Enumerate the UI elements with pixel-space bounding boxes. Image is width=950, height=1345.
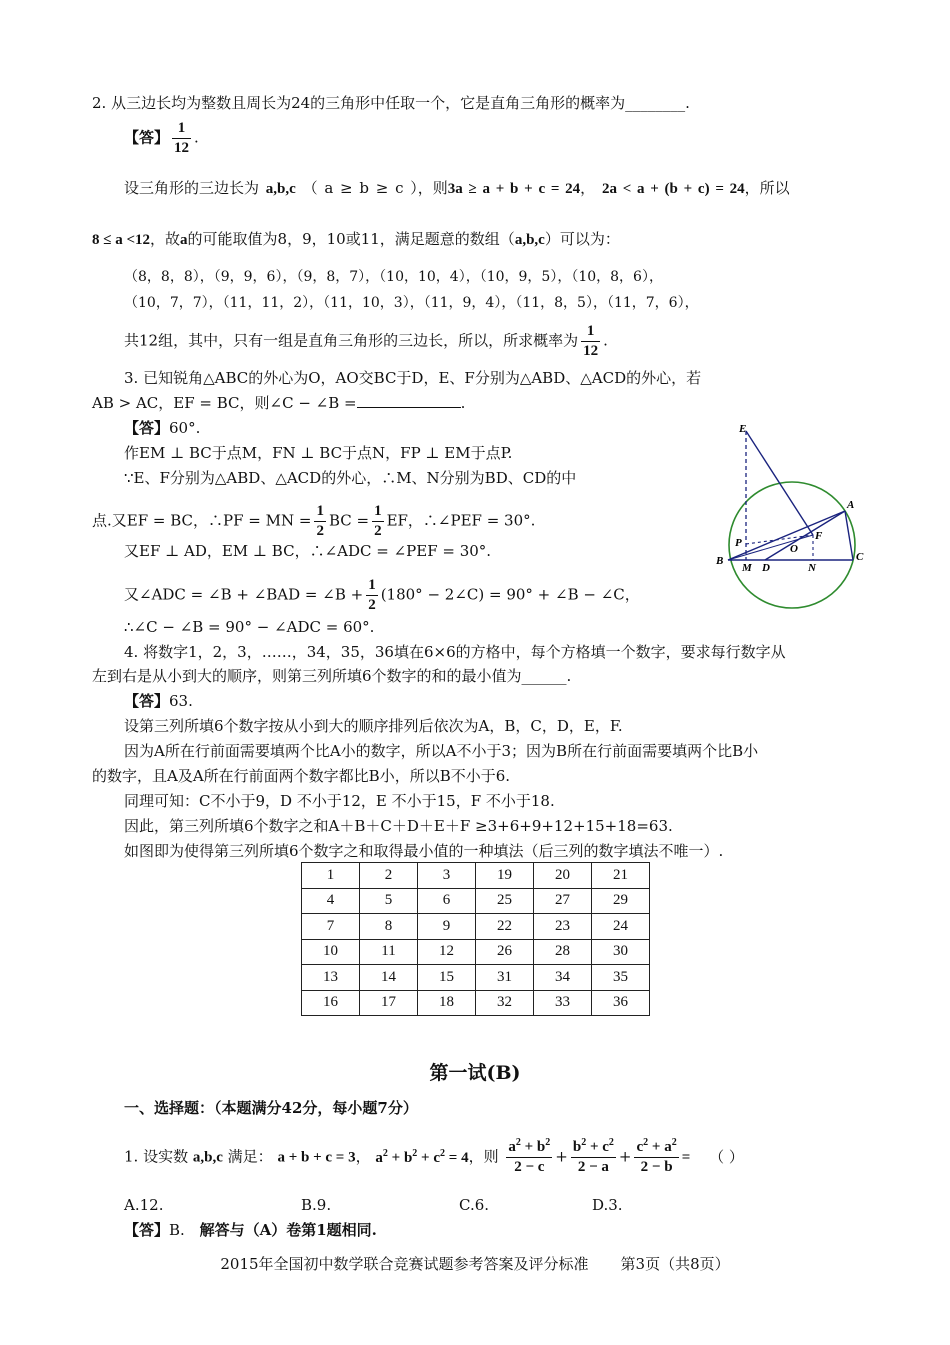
partb-answer: 【答】B. 解答与（A）卷第1题相同. — [124, 1221, 377, 1239]
number-grid — [301, 862, 650, 1016]
table-cell: 6 — [418, 888, 476, 914]
label-n: N — [808, 562, 816, 574]
table-cell: 11 — [360, 939, 418, 965]
problem-3-question-line-2: AB > AC，EF = BC，则∠C − ∠B = . — [92, 394, 466, 412]
table-cell: 17 — [360, 990, 418, 1016]
table-cell: 30 — [592, 939, 650, 965]
table-cell: 5 — [360, 888, 418, 914]
table-cell: 9 — [418, 914, 476, 940]
table-cell: 35 — [592, 965, 650, 991]
label-c: C — [856, 551, 864, 563]
table-cell: 31 — [476, 965, 534, 991]
table-cell: 36 — [592, 990, 650, 1016]
problem-2-solution-line-2: 8 ≤ a <12，故a的可能取值为8，9，10或11，满足题意的数组（a,b,c）可以为： — [92, 230, 620, 248]
table-row — [302, 863, 650, 889]
tuples-line-2: （10，7，7），（11，11，2），（11，10，3），（11，9，4），（11，8，5），（11，7，6）， — [124, 295, 699, 311]
table-cell: 14 — [360, 965, 418, 991]
answer-blank — [357, 407, 461, 408]
problem-4-question-line-1: 4. 将数字1，2，3，……，34，35，36填在6×6的方格中，每个方格填一个数字，要求每行数字从 — [124, 643, 786, 661]
problem-4-step-3: 的数字，且A及A所在行前面两个数字都比B小，所以B不小于6. — [92, 767, 511, 785]
label-o: O — [790, 543, 798, 555]
section-title: 第一试(B) — [429, 1062, 521, 1084]
table-row — [302, 965, 650, 991]
table-row — [302, 990, 650, 1016]
table-cell: 12 — [418, 939, 476, 965]
label-d: D — [762, 562, 770, 574]
label-f: F — [815, 530, 823, 542]
tuples-line-1: （8，8，8），（9，9，6），（9，8，7），（10，10，4），（10，9，5），（10，8，6）， — [124, 269, 663, 285]
label-e: E — [739, 423, 747, 435]
table-row — [302, 939, 650, 965]
page-footer — [0, 1253, 950, 1274]
table-cell: 33 — [534, 990, 592, 1016]
option-a: A.12. — [124, 1196, 164, 1214]
table-row — [302, 914, 650, 940]
table-cell: 15 — [418, 965, 476, 991]
label-m: M — [742, 562, 752, 574]
problem-3-step-4: 又EF ⊥ AD，EM ⊥ BC，∴∠ADC = ∠PEF = 30°. — [124, 542, 492, 560]
table-cell: 29 — [592, 888, 650, 914]
table-cell: 3 — [418, 863, 476, 889]
label-a: A — [847, 499, 855, 511]
table-cell: 23 — [534, 914, 592, 940]
table-row — [302, 888, 650, 914]
problem-2-conclusion: 共12组，其中，只有一组是直角三角形的三边长，所以，所求概率为 $\frac{1}{12}$ . — [124, 323, 608, 359]
table-cell: 20 — [534, 863, 592, 889]
problem-3-step-1: 作EM ⊥ BC于点M，FN ⊥ BC于点N，FP ⊥ EM于点P. — [124, 444, 513, 462]
table-cell: 34 — [534, 965, 592, 991]
problem-3-step-3: 点.又EF = BC，∴PF = MN = $\frac{1}{2}$ BC = $\frac{1}{2}$ EF，∴∠PEF = 30°. — [92, 503, 536, 539]
problem-4-step-1: 设第三列所填6个数字按从小到大的顺序排列后依次为A，B，C，D，E，F. — [124, 717, 623, 735]
problem-3-answer: 【答】60°. — [124, 419, 201, 437]
table-cell: 2 — [360, 863, 418, 889]
label-b: B — [716, 555, 724, 567]
table-cell: 32 — [476, 990, 534, 1016]
section-heading: 一、选择题：（本题满分42分，每小题7分） — [124, 1099, 418, 1117]
table-cell: 28 — [534, 939, 592, 965]
problem-3-step-5: 又∠ADC = ∠B + ∠BAD = ∠B + $\frac{1}{2}$ (180° − 2∠C) = 90° + ∠B − ∠C， — [124, 577, 640, 613]
table-cell: 24 — [592, 914, 650, 940]
problem-3-question-line-1: 3. 已知锐角△ABC的外心为O，AO交BC于D，E、F分别为△ABD、△ACD的外心，若 — [124, 369, 702, 387]
problem-4-question-line-2: 左到右是从小到大的顺序，则第三列所填6个数字的和的最小值为______. — [92, 667, 572, 685]
problem-3-step-2: ∵E、F分别为△ABD、△ACD的外心，∴M、N分别为BD、CD的中 — [124, 469, 577, 487]
table-cell: 27 — [534, 888, 592, 914]
table-cell: 25 — [476, 888, 534, 914]
table-cell: 1 — [302, 863, 360, 889]
problem-2-answer: 【答】 $\frac{1}{12}$ . — [124, 120, 199, 156]
table-cell: 22 — [476, 914, 534, 940]
table-cell: 10 — [302, 939, 360, 965]
label-p: P — [735, 537, 742, 549]
footer-title: 2015年全国初中数学联合竞赛试题参考答案及评分标准 — [220, 1255, 589, 1273]
table-cell: 19 — [476, 863, 534, 889]
line-ad — [765, 511, 845, 560]
table-cell: 16 — [302, 990, 360, 1016]
problem-2-question: 2. 从三边长均为整数且周长为24的三角形中任取一个，它是直角三角形的概率为________. — [92, 94, 690, 112]
footer-page: 第3页（共8页） — [620, 1255, 730, 1273]
problem-4-step-5: 因此，第三列所填6个数字之和A＋B＋C＋D＋E＋F ≥3+6+9+12+15+18=63. — [124, 817, 673, 835]
option-b: B.9. — [301, 1196, 332, 1214]
problem-2-solution-line-1: 设三角形的三边长为 a,b,c （ a ≥ b ≥ c ），则3a ≥ a + b + c = 24， 2a < a + (b + c) = 24，所以 — [124, 179, 790, 197]
table-cell: 18 — [418, 990, 476, 1016]
geometry-figure — [705, 418, 870, 613]
table-cell: 13 — [302, 965, 360, 991]
problem-4-answer: 【答】63. — [124, 692, 193, 710]
problem-4-step-2: 因为A所在行前面需要填两个比A小的数字，所以A不小于3；因为B所在行前面需要填两个比B小 — [124, 742, 759, 760]
problem-4-step-6: 如图即为使得第三列所填6个数字之和取得最小值的一种填法（后三列的数字填法不唯一）. — [124, 842, 724, 860]
partb-question-1: 1. 设实数 a,b,c 满足： a + b + c = 3， $a^2 + b^2 + c^2 = 4$，则 $\frac{a^2 + b^2}{2 - c}$ + $\frac{b^2 + c^2}{2 - a}$ + $\frac{c^2 + a^2}{2 - b}$ = （ ） — [124, 1137, 744, 1175]
option-c: C.6. — [459, 1196, 490, 1214]
problem-4-step-4: 同理可知：C不小于9，D 不小于12，E 不小于15，F 不小于18. — [124, 792, 555, 810]
option-d: D.3. — [592, 1196, 623, 1214]
problem-3-step-6: ∴∠C − ∠B = 90° − ∠ADC = 60°. — [124, 618, 375, 636]
table-cell: 26 — [476, 939, 534, 965]
table-cell: 7 — [302, 914, 360, 940]
answer-fraction: $\frac{1}{12}$ — [174, 120, 190, 156]
table-cell: 21 — [592, 863, 650, 889]
table-cell: 8 — [360, 914, 418, 940]
table-cell: 4 — [302, 888, 360, 914]
